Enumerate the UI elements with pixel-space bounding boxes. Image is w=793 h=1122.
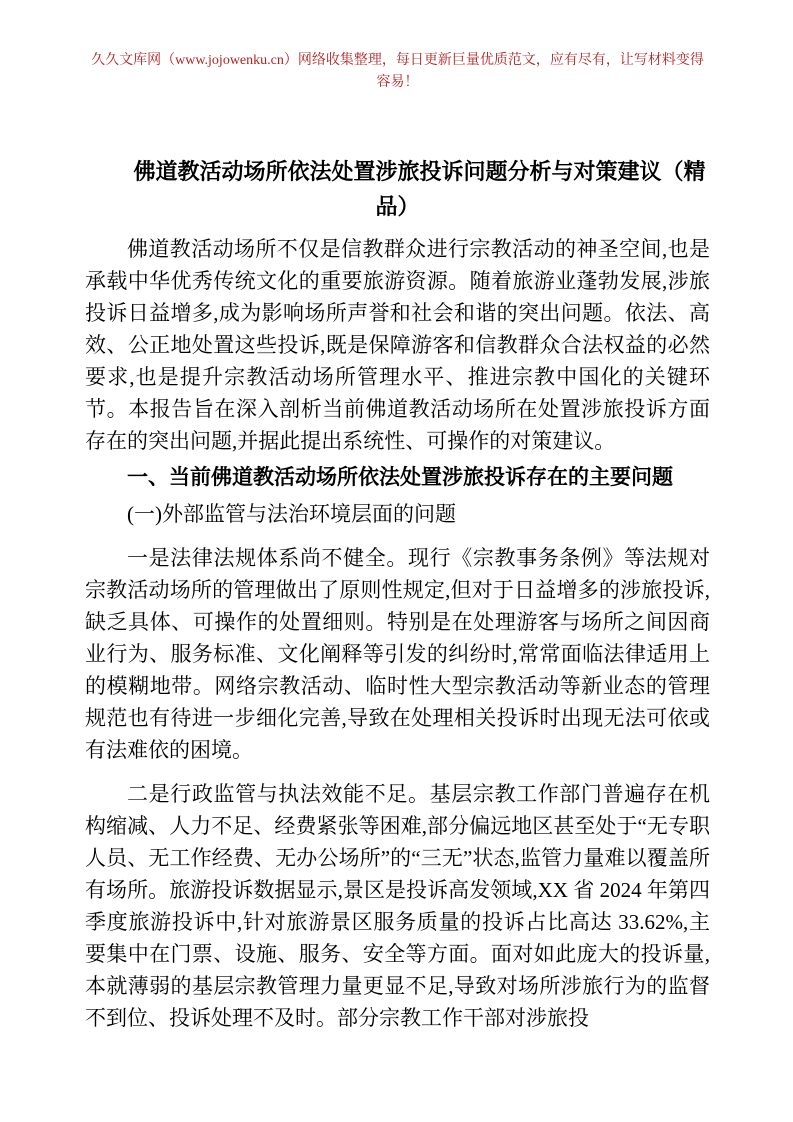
point-1-paragraph: 一是法律法规体系尚不健全。现行《宗教事务条例》等法规对宗教活动场所的管理做出了原则性规定,但对于日益增多的涉旅投诉,缺乏具体、可操作的处置细则。特别是在处理游客与场所之间因商业行为、服务标准、文化阐释等引发的纠纷时,常常面临法律适用上的模糊地带。网络宗教活动、临时性大型宗教活动等新业态的管理规范也有待进一步细化完善,导致在处理相关投诉时出现无法可依或有法难依的困境。 — [85, 546, 710, 762]
document-title: 佛道教活动场所依法处置涉旅投诉问题分析与对策建议（精品） — [133, 159, 706, 219]
section-1-heading: 一、当前佛道教活动场所依法处置涉旅投诉存在的主要问题 — [127, 465, 673, 489]
point-2-paragraph: 二是行政监管与执法效能不足。基层宗教工作部门普遍存在机构缩减、人力不足、经费紧张等困难,部分偏远地区甚至处于“无专职人员、无工作经费、无办公场所”的“三无”状态,监管力量难以覆盖所有场所。旅游投诉数据显示,景区是投诉高发领域,XX 省 2024 年第四季度旅游投诉中,针对旅游景区服务质量的投诉占比高达 33.62%,主要集中在门票、设施、服务、安全等方面。面对如此庞大的投诉量,本就薄弱的基层宗教管理力量更显不足,导致对场所涉旅行为的监督不到位、投诉处理不及时。部分宗教工作干部对涉旅投 — [85, 782, 710, 1030]
watermark-header — [85, 0, 710, 94]
intro-paragraph: 佛道教活动场所不仅是信教群众进行宗教活动的神圣空间,也是承载中华优秀传统文化的重要旅游资源。随着旅游业蓬勃发展,涉旅投诉日益增多,成为影响场所声誉和社会和谐的突出问题。依法、高效、公正地处置这些投诉,既是保障游客和信教群众合法权益的必然要求,也是提升宗教活动场所管理水平、推进宗教中国化的关键环节。本报告旨在深入剖析当前佛道教活动场所在处置涉旅投诉方面存在的突出问题,并据此提出系统性、可操作的对策建议。 — [85, 237, 710, 453]
document-content — [85, 154, 710, 1034]
watermark-text: 久久文库网（www.jojowenku.cn）网络收集整理，每日更新巨量优质范文，应有尽有，让写材料变得容易！ — [91, 53, 704, 90]
section-1-subheading: (一)外部监管与法治环境层面的问题 — [127, 502, 456, 526]
